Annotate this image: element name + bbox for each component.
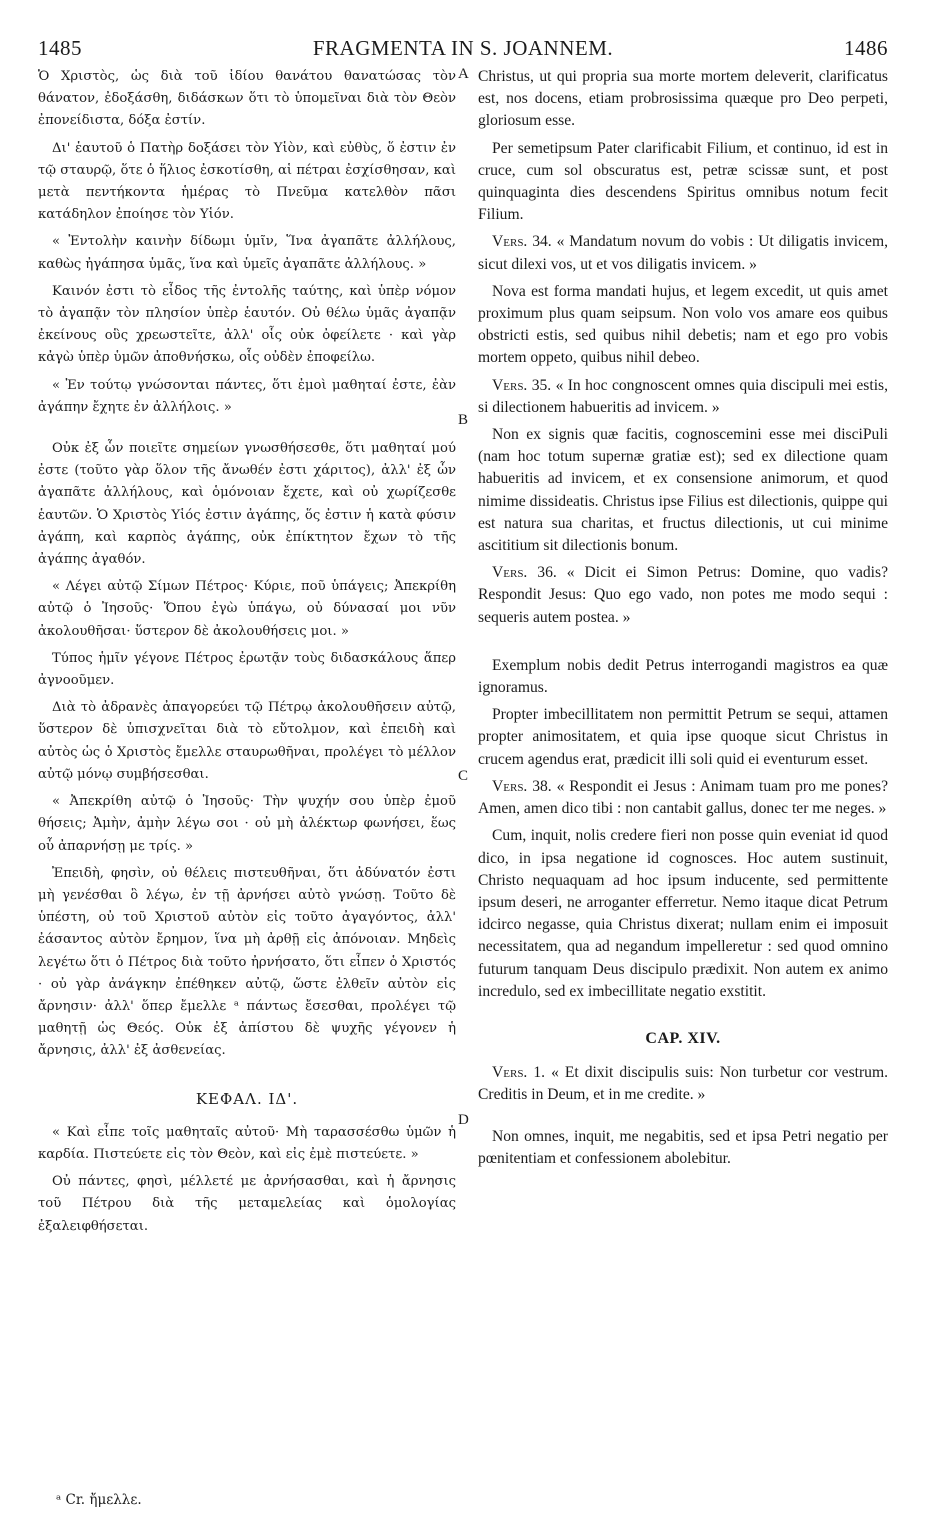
verse-label: Vers. 34. [492,233,552,251]
latin-paragraph: Propter imbecillitatem non permittit Petrum se sequi, attamen propter animositatem, et quia ipse quoque sicut Christus in crucem agendus erat, prædicit illi soli quid ei eventurum esset. [478,706,888,768]
verse-text: « In hoc congnoscent omnes quia discipuli mei estis, si dilectionem habueritis ad invicem. » [478,376,889,416]
greek-paragraph: Ἐπειδὴ, φησὶν, οὐ θέλεις πιστευθῆναι, ὅτι ἀδύνατόν ἐστι μὴ γενέσθαι ὃ λέγω, ἐν τῇ ἀρνήσει αὐτὸ γνώσῃ. Τοῦτο δὲ ὑπέστη, οὐ τοῦ Χριστοῦ αὐτὸν εἰς τοῦτο ἀγαγόντος, ἀλλ' ἐάσαντος αὐτὸν ἔρημον, ἵνα μὴ ἀρθῇ εἰς ἀπόνοιαν. Μηδεὶς λεγέτω ὅτι ὁ Πέτρος διὰ τοῦτο ἠρνήσατο, ὅτι εἶπεν ὁ Χριστός · οὐ γὰρ ἀνάγκην ἐπέθηκεν αὐτῷ, ὥστε ἐλθεῖν αὐτὸν εἰς ἄρνησιν· ἀλλ' ὅπερ ἔμελλε ᵃ πάντως ἔσεσθαι, προλέγει τῷ μαθητῇ ὡς Θεός. Οὐκ ἐξ ἀπίστου δὲ ψυχῆς γέγονεν ἡ ἄρνησις, ἀλλ' ἐξ ἀσθενείας. [38,865,456,1059]
greek-paragraph: Οὐ πάντες, φησὶ, μέλλετέ με ἀρνήσασθαι, καὶ ἡ ἄρνησις τοῦ Πέτρου διὰ τῆς μεταμελείας καὶ ὁμολογίας ἐξαλειφθήσεται. [38,1174,456,1234]
greek-verse-quote: « Ἐν τούτῳ γνώσονται πάντες, ὅτι ἐμοὶ μαθηταί ἐστε, ἐὰν ἀγάπην ἔχητε ἐν ἀλλήλοις. » [38,377,456,415]
verse-text: « Et dixit discipulis suis: Non turbetur cor vestrum. Creditis in Deum, et in me credite. » [478,1064,889,1104]
latin-verse [478,231,888,275]
greek-paragraph: Διὰ τὸ ἀδρανὲς ἀπαγορεύει τῷ Πέτρῳ ἀκολουθῆσειν αὐτῷ, ὕστερον δὲ ὑπισχνεῖται διὰ τὸ εὔτολμον, καὶ ἐπειδὴ καὶ αὐτὸς ὡς ὁ Χριστὸς ἔμελλε σταυρωθῆναι, προλέγει τὸ μέλλον αὐτῷ μόνῳ συμβήσεσθαι. [38,700,456,782]
latin-column [478,66,888,1175]
latin-paragraph: Cum, inquit, nolis credere fieri non posse quin eveniat id quod dico, in ipsa negatione id cognosces. Hoc autem sustinuit, Christo nequaquam ad hoc ipsum inducente, sed permittente ipsum deseri, ne arroganter efferretur. Nemo itaque dicat Petrum idcirco negasse, quia Christus dixerat; nullam enim ei imposuit necessitatem, qua ad negandum impelleretur : sed quod omnino futurum tanquam Deus discipulo prædixit. Non autem ex animo incredulo, sed ex imbecillitate negatio exstitit. [478,827,888,1000]
latin-paragraph: Per semetipsum Pater clarificabit Filium, et continuo, id est in cruce, cum sol obscuratus est, petræ scissæ sunt, et post quinquaginta dies descendens Spiritus omnibus notum fecit Filium. [478,139,888,224]
verse-label: Vers. 35. [492,376,552,394]
latin-paragraph: Christus, ut qui propria sua morte mortem deleverit, clarificatus est, nos docens, etiam probrosissima quæque pro Deo perpeti, gloriosum esse. [478,68,888,130]
latin-verse [478,375,888,419]
greek-column [38,66,456,1243]
margin-marker-a: A [458,66,469,82]
page-number-right: 1486 [844,36,888,60]
margin-marker-c: C [458,768,469,784]
greek-paragraph: Τύπος ἡμῖν γέγονε Πέτρος ἐρωτᾷν τοὺς διδασκάλους ἅπερ ἀγνοοῦμεν. [38,650,456,689]
margin-marker-d: D [458,1112,469,1128]
latin-verse [478,562,888,629]
greek-paragraph: Οὐκ ἐξ ὧν ποιεῖτε σημείων γνωσθήσεσθε, ὅτι μαθηταί μού ἐστε (τοῦτο γὰρ ὅλον τῆς ἄνωθέν ἐστι χάριτος), ἀλλ' ἐξ ὧν ἀγαπᾶτε ἀλλήλους, καὶ ὁμόνοιαν ἔχετε, καὶ οὐ χωρίζεσθε ἑαυτῶν. Ὁ Χριστὸς Υἱός ἐστιν ἀγάπης, ὅς ἐστιν ἡ κατὰ φύσιν ἀγάπη, καὶ καρπὸς ἀγάπης, οὐκ ἐπίκτητον ἔχων τὸ τῆς ἀγάπης ἀγαθόν. [38,441,456,568]
latin-paragraph: Nova est forma mandati hujus, et legem excedit, ut quis amet proximum plus quam seipsum. Non volo vos amare eos quibus obstricti estis, sed quibus nihil debetis; nam et ego pro vobis mortem oppeto, quibus nihil debeo. [478,282,888,367]
greek-verse-quote: « Ἐντολὴν καινὴν δίδωμι ὑμῖν, Ἵνα ἀγαπᾶτε ἀλλήλους, καθὼς ἠγάπησα ὑμᾶς, ἵνα καὶ ὑμεῖς ἀγαπᾶτε ἀλλήλους. » [38,234,456,272]
verse-text: « Respondit ei Jesus : Animam tuam pro me pones? Amen, amen dico tibi : non cantabit gallus, donec ter me neges. » [478,777,888,818]
greek-chapter-heading: ΚΕΦΑΛ. ΙΔ'. [195,1089,299,1108]
greek-verse-quote: « Καὶ εἶπε τοῖς μαθηταῖς αὐτοῦ· Μὴ ταρασσέσθω ὑμῶν ἡ καρδία. Πιστεύετε εἰς τὸν Θεὸν, καὶ εἰς ἐμὲ πιστεύετε. » [38,1124,456,1162]
greek-paragraph: Ὁ Χριστὸς, ὡς διὰ τοῦ ἰδίου θανάτου θανατώσας τὸν θάνατον, ἐδοξάσθη, διδάσκων ὅτι τὸ ὑπομεῖναι διὰ τὸν Θεὸν ἐπονείδιστα, δόξα ἐστίν. [38,69,456,129]
footnote: ᵃ Cr. ἤμελλε. [56,1492,142,1508]
latin-paragraph: Non omnes, inquit, me negabitis, sed et ipsa Petri negatio per pœnitentiam et confessionem abolebitur. [478,1127,888,1167]
greek-verse-quote: « Λέγει αὐτῷ Σίμων Πέτρος· Κύριε, ποῦ ὑπάγεις; Ἀπεκρίθη αὐτῷ ὁ Ἰησοῦς· Ὅπου ἐγὼ ὑπάγω, οὐ δύνασαί μοι νῦν ἀκολουθῆσαι· ὕστερον δὲ ἀκολουθήσεις μοι. » [38,579,456,639]
latin-paragraph: Non ex signis quæ facitis, cognoscemini esse mei disciPuli (nam hoc totum supernæ gratiæ est); sed ex dilectione quam habueritis ad invicem, et ex consensione animorum, et quod nimime dissideatis. Christus ipse Filius est dilectionis, quippe qui est natura sua charitas, et fructus dilectionis, ut cui minime ascititium sit dilectionis bonum. [478,426,888,555]
greek-verse-quote: « Ἀπεκρίθη αὐτῷ ὁ Ἰησοῦς· Τὴν ψυχήν σου ὑπὲρ ἐμοῦ θήσεις; Ἀμὴν, ἀμὴν λέγω σοι · οὐ μὴ ἀλέκτωρ φωνήσει, ἕως οὗ ἀπαρνήσῃ με τρίς. » [38,794,456,854]
margin-marker-b: B [458,412,469,428]
latin-paragraph: Exemplum nobis dedit Petrus interrogandi magistros ea quæ ignoramus. [478,656,888,697]
verse-text: « Mandatum novum do vobis : Ut diligatis invicem, sicut dilexi vos, ut et vos diligatis invicem. » [478,233,888,273]
latin-verse [478,776,888,820]
latin-chapter-heading: CAP. XIV. [645,1029,721,1047]
running-head [38,36,888,62]
verse-label: Vers. 38. [492,777,552,795]
greek-paragraph: Καινόν ἐστι τὸ εἶδος τῆς ἐντολῆς ταύτης, καὶ ὑπὲρ νόμον τὸ ἀγαπᾷν τὸν πλησίον ὑπὲρ ἑαυτόν. Οὐ θέλω ὑμᾶς ἀγαπᾷν ἐκείνους οὓς χρεωστεῖτε, ἀλλ' οἷς οὐκ ὀφείλετε · καὶ γὰρ κἀγὼ ὑπὲρ ὑμῶν ἀποθνήσκω, οἷς οὐδὲν ἐποφείλω. [38,283,456,366]
running-title: FRAGMENTA IN S. JOANNEM. [312,36,614,60]
greek-paragraph: Δι' ἑαυτοῦ ὁ Πατὴρ δοξάσει τὸν Υἱὸν, καὶ εὐθὺς, ὅ ἐστιν ἐν τῷ σταυρῷ, ὅτε ὁ ἥλιος ἐσκοτίσθη, αἱ πέτραι ἐσχίσθησαν, καὶ μετὰ πεντήκοντα ἡμέρας τὸ Πνεῦμα κατελθὸν πᾶσι κατάδηλον ἐποίησε τὸν Υἱόν. [38,140,456,223]
latin-verse [478,1062,888,1106]
verse-text: « Dicit ei Simon Petrus: Domine, quo vadis? Respondit Jesus: Quo ego vado, non potes me modo sequi : sequeris autem postea. » [478,564,888,626]
verse-label: Vers. 1. [492,1064,546,1082]
page-number-left: 1485 [38,36,82,60]
verse-label: Vers. 36. [492,564,557,582]
